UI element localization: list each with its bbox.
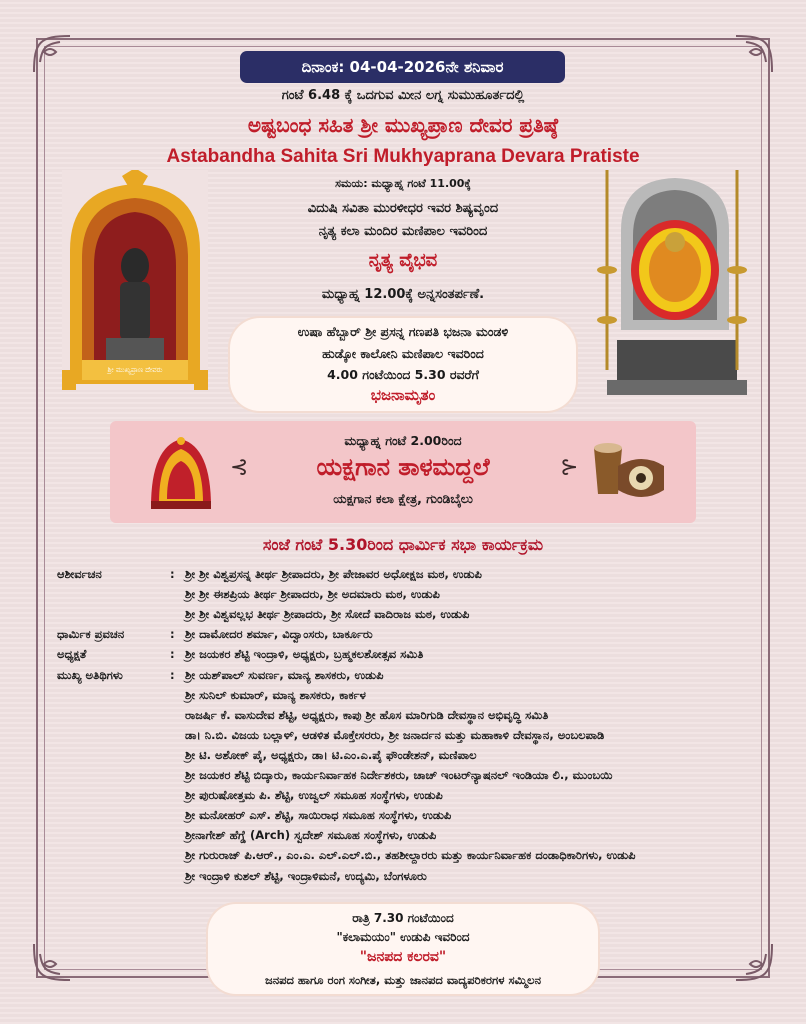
sabha-row-value: ರಾಜರ್ಷಿ ಕೆ. ವಾಸುದೇವ ಶೆಟ್ಟಿ, ಅಧ್ಯಕ್ಷರು, ಕಾಪು ಶ್ರೀ ಹೊಸ ಮಾರಿಗುಡಿ ದೇವಸ್ಥಾನ ಅಭಿವೃದ್ಧಿ ಸಮಿತಿ: [185, 708, 549, 722]
sabha-row-value: ಶ್ರೀ ಟಿ. ಅಶೋಕ್ ಪೈ, ಅಧ್ಯಕ್ಷರು, ಡಾ। ಟಿ.ಎಂ.ಎ.ಪೈ ಫೌಂಡೇಶನ್, ಮಣಿಪಾಲ: [185, 748, 477, 762]
yakshagana-troupe: ಯಕ್ಷಗಾನ ಕಲಾ ಕ್ಷೇತ್ರ, ಗುಂಡಿಬೈಲು: [333, 491, 473, 506]
sabha-row-colon: :: [170, 647, 175, 661]
yakshagana-time: ಮಧ್ಯಾಹ್ನ ಗಂಟೆ 2.00ರಿಂದ: [344, 433, 462, 448]
flourish-left-icon: ⊰: [230, 455, 249, 480]
sabha-row-value: ಶ್ರೀ ಯಶ್‌ಪಾಲ್ ಸುವರ್ಣ, ಮಾನ್ಯ ಶಾಸಕರು, ಉಡುಪಿ: [185, 668, 384, 682]
corner-ornament-bottom-left: [30, 938, 76, 984]
drums-icon: [588, 438, 668, 506]
ratri-title: "ಜನಪದ ಕಲರವ": [359, 949, 447, 965]
sabha-row-value: ಡಾ। ನಿ.ಬಿ. ವಿಜಯ ಬಲ್ಲಾಳ್, ಆಡಳಿತ ಮೊಕ್ತೇಸರರು, ಶ್ರೀ ಜನಾರ್ದನ ಮತ್ತು ಮಹಾಕಾಳಿ ದೇವಸ್ಥಾನ, ಅಂಬಲಪಾಡಿ: [185, 728, 605, 742]
sabha-row-value: ಶ್ರೀ ದಾಮೋದರ ಶರ್ಮಾ, ವಿದ್ವಾಂಸರು, ಬಾರ್ಕೂರು: [185, 627, 373, 641]
title-english: Astabandha Sahita Sri Mukhyaprana Devara Pratiste: [166, 146, 640, 167]
hanuman-deity-image: [62, 170, 208, 390]
sabha-row-value: ಶ್ರೀನಾಗೇಶ್ ಹೆಗ್ಡೆ (Arch) ಸ್ವದೇಶ್ ಸಮೂಹ ಸಂಸ್ಥೆಗಳು, ಉಡುಪಿ: [185, 828, 437, 842]
yakshagana-crown-icon: [147, 433, 215, 513]
sabha-row-colon: :: [170, 627, 175, 641]
bhajana-line-2: ಹುಡ್ಕೋ ಕಾಲೋನಿ ಮಣಿಪಾಲ ಇವರಿಂದ: [322, 346, 484, 361]
corner-ornament-bottom-right: [730, 938, 776, 984]
dance-title: ನೃತ್ಯ ವೈಭವ: [368, 250, 438, 271]
muhurta-line: ಗಂಟೆ 6.48 ಕ್ಕೆ ಒದಗುವ ಮೀನ ಲಗ್ನ ಸುಮುಹೂರ್ತದಲ್ಲಿ: [281, 88, 525, 103]
sabha-row-value: ಶ್ರೀ ಶ್ರೀ ವಿಶ್ವವಲ್ಲಭ ತೀರ್ಥ ಶ್ರೀಪಾದರು, ಶ್ರೀ ಸೋದೆ ವಾದಿರಾಜ ಮಠ, ಉಡುಪಿ: [185, 607, 470, 621]
ratri-description: ಜನಪದ ಹಾಗೂ ರಂಗ ಸಂಗೀತ, ಮತ್ತು ಜಾನಪದ ವಾದ್ಯಪರಿಕರಗಳ ಸಮ್ಮಿಲನ: [265, 973, 541, 987]
sabha-row-colon: :: [170, 668, 175, 682]
ratri-time: ರಾತ್ರಿ 7.30 ಗಂಟೆಯಿಂದ: [352, 911, 454, 925]
sabha-row-value: ಶ್ರೀ ಇಂದ್ರಾಳಿ ಕುಶಲ್ ಶೆಟ್ಟಿ, ಇಂದ್ರಾಳಿಮನೆ, ಉದ್ಯಮಿ, ಬೆಂಗಳೂರು: [185, 869, 427, 883]
sabha-row-colon: :: [170, 567, 175, 581]
sabha-row-value: ಶ್ರೀ ಶ್ರೀ ವಿಶ್ವಪ್ರಸನ್ನ ತೀರ್ಥ ಶ್ರೀಪಾದರು, ಶ್ರೀ ಪೇಜಾವರ ಅಧೋಕ್ಷಜ ಮಠ, ಉಡುಪಿ: [185, 567, 482, 581]
sabha-row-value: ಶ್ರೀ ಜಯಕರ ಶೆಟ್ಟಿ ಬಿದ್ಕಾರು, ಕಾರ್ಯನಿರ್ವಾಹಕ ನಿರ್ದೇಶಕರು, ಚಾಚ್ ಇಂಟರ್‌ನ್ಯಾಷನಲ್ ಇಂಡಿಯಾ ಲಿ., ಮುಂಬಯಿ: [185, 768, 613, 782]
sabha-row-value: ಶ್ರೀ ಪುರುಷೋತ್ತಮ ಪಿ. ಶೆಟ್ಟಿ, ಉಜ್ವಲ್ ಸಮೂಹ ಸಂಸ್ಥೆಗಳು, ಉಡುಪಿ: [185, 788, 443, 802]
sabha-row-label: ಆಶೀರ್ವಚನ: [57, 567, 102, 581]
sabha-row-value: ಶ್ರೀ ಮನೋಹರ್ ಎಸ್. ಶೆಟ್ಟಿ, ಸಾಯಿರಾಧ ಸಮೂಹ ಸಂಸ್ಥೆಗಳು, ಉಡುಪಿ: [185, 808, 452, 822]
sabha-row-label: ಧಾರ್ಮಿಕ ಪ್ರವಚನ: [57, 627, 125, 641]
yakshagana-title: ಯಕ್ಷಗಾನ ತಾಳಮದ್ದಲೆ: [316, 453, 490, 481]
sabha-row-value: ಶ್ರೀ ಗುರುರಾಜ್ ಪಿ.ಆರ್., ಎಂ.ಎ. ಎಲ್.ಎಲ್.ಬಿ., ತಹಶೀಲ್ದಾರರು ಮತ್ತು ಕಾರ್ಯನಿರ್ವಾಹಕ ದಂಡಾಧಿಕಾರಿಗಳು, ಉಡುಪಿ: [185, 848, 636, 862]
deity-caption: ಶ್ರೀ ಮುಖ್ಯಪ್ರಾಣ ದೇವರು: [107, 366, 163, 374]
sabha-row-value: ಶ್ರೀ ಜಯಕರ ಶೆಟ್ಟಿ ಇಂದ್ರಾಳಿ, ಅಧ್ಯಕ್ಷರು, ಬ್ರಹ್ಮಕಲಶೋತ್ಸವ ಸಮಿತಿ: [185, 647, 424, 661]
date-badge: ದಿನಾಂಕ: 04-04-2026ನೇ ಶನಿವಾರ: [240, 51, 565, 83]
sabha-row-value: ಶ್ರೀ ಶ್ರೀ ಈಶಪ್ರಿಯ ತೀರ್ಥ ಶ್ರೀಪಾದರು, ಶ್ರೀ ಅದಮಾರು ಮಠ, ಉಡುಪಿ: [185, 587, 440, 601]
sabha-row-label: ಅಧ್ಯಕ್ಷತೆ: [57, 647, 87, 661]
dance-line-2: ನೃತ್ಯ ಕಲಾ ಮಂದಿರ ಮಣಿಪಾಲ ಇವರಿಂದ: [318, 224, 488, 239]
ganesha-deity-image: [597, 170, 747, 395]
dance-time: ಸಮಯ: ಮಧ್ಯಾಹ್ನ ಗಂಟೆ 11.00ಕ್ಕೆ: [335, 177, 471, 190]
bhajana-title: ಭಜನಾಮೃತಂ: [370, 386, 436, 404]
bhajana-panel: [230, 318, 576, 411]
title-kannada: ಅಷ್ಟಬಂಧ ಸಹಿತ ಶ್ರೀ ಮುಖ್ಯಪ್ರಾಣ ದೇವರ ಪ್ರತಿಷ್ಠೆ: [247, 113, 559, 137]
sabha-row-label: ಮುಖ್ಯ ಅತಿಥಿಗಳು: [57, 668, 123, 682]
meal-line: ಮಧ್ಯಾಹ್ನ 12.00ಕ್ಕೆ ಅನ್ನಸಂತರ್ಪಣೆ.: [321, 287, 485, 302]
flourish-right-icon: ⊱: [560, 455, 579, 480]
ratri-panel: [208, 904, 598, 994]
dance-line-1: ವಿದುಷಿ ಸವಿತಾ ಮುರಳೀಧರ ಇವರ ಶಿಷ್ಯವೃಂದ: [307, 201, 499, 216]
corner-ornament-top-left: [30, 32, 76, 78]
ratri-troupe: "ಕಲಾಮಯಂ" ಉಡುಪಿ ಇವರಿಂದ: [336, 930, 470, 944]
sabha-row-value: ಶ್ರೀ ಸುನಿಲ್ ಕುಮಾರ್, ಮಾನ್ಯ ಶಾಸಕರು, ಕಾರ್ಕಳ: [185, 688, 366, 702]
bhajana-line-1: ಉಷಾ ಹೆಬ್ಬಾರ್ ಶ್ರೀ ಪ್ರಸನ್ನ ಗಣಪತಿ ಭಜನಾ ಮಂಡಳಿ: [297, 324, 509, 339]
sabha-title: ಸಂಜೆ ಗಂಟೆ 5.30ರಿಂದ ಧಾರ್ಮಿಕ ಸಭಾ ಕಾರ್ಯಕ್ರಮ: [262, 535, 544, 554]
bhajana-time: 4.00 ಗಂಟೆಯಿಂದ 5.30 ರವರೆಗೆ: [327, 367, 479, 382]
corner-ornament-top-right: [730, 32, 776, 78]
